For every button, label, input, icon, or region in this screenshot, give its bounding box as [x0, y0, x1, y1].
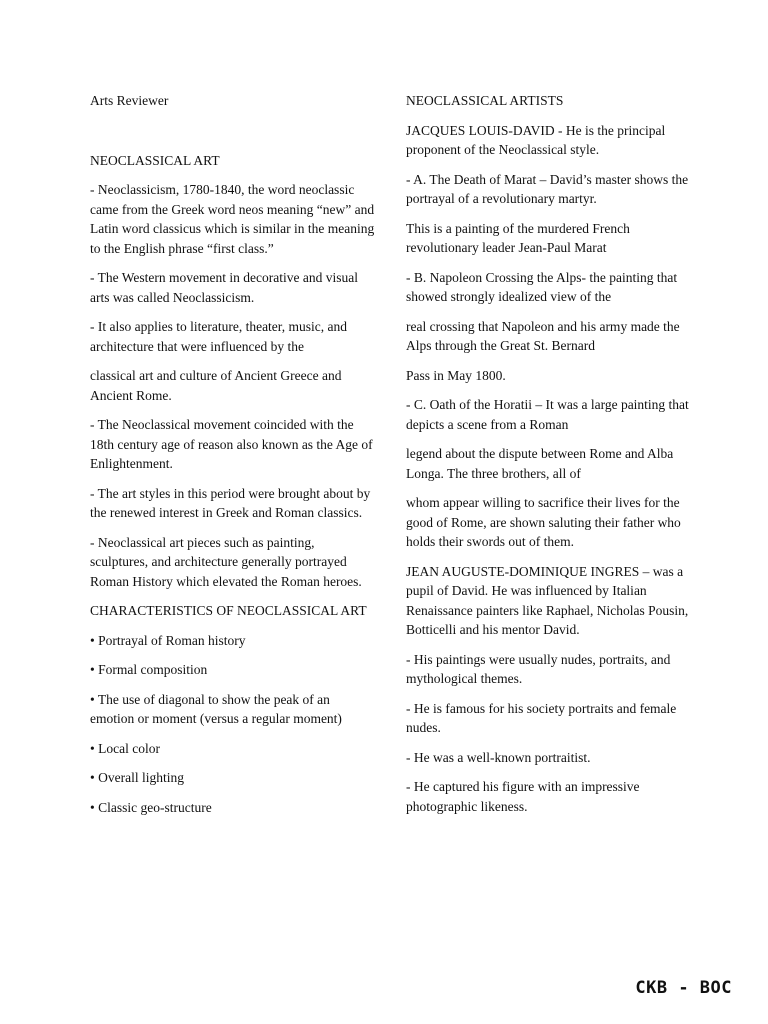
section-heading-neoclassical-art: NEOCLASSICAL ART [90, 152, 220, 168]
left-column [90, 91, 376, 827]
list-item: • Local color [90, 740, 160, 756]
paragraph: This is a painting of the murdered French revolutionary leader Jean-Paul Marat [406, 220, 630, 255]
paragraph: - Neoclassicism, 1780-1840, the word neoclassic came from the Greek word neos meaning “new” and Latin word classicus which is similar in the meaning to the English phrase “first class.” [90, 182, 375, 256]
footer-watermark: CKB - BOC [635, 978, 732, 998]
list-item: • The use of diagonal to show the peak of an emotion or moment (versus a regular moment) [90, 691, 342, 726]
paragraph: legend about the dispute between Rome and Alba Longa. The three brothers, all of [406, 446, 674, 481]
paragraph: - B. Napoleon Crossing the Alps- the painting that showed strongly idealized view of the [406, 269, 678, 304]
paragraph: - He captured his figure with an impressive photographic likeness. [406, 779, 640, 814]
paragraph: real crossing that Napoleon and his army made the Alps through the Great St. Bernard [406, 318, 680, 353]
section-heading-neoclassical-artists: NEOCLASSICAL ARTISTS [406, 93, 564, 108]
section-heading-characteristics: CHARACTERISTICS OF NEOCLASSICAL ART [90, 603, 367, 618]
paragraph: - The Neoclassical movement coincided with the 18th century age of reason also known as the Age of Enlightenment. [90, 417, 373, 471]
paragraph: - Neoclassical art pieces such as painting, sculptures, and architecture generally portrayed Roman History which elevated the Roman heroes. [90, 534, 362, 589]
paragraph: - C. Oath of the Horatii – It was a large painting that depicts a scene from a Roman [406, 397, 689, 432]
list-item: • Classic geo-structure [90, 799, 212, 815]
list-item: • Portrayal of Roman history [90, 632, 246, 648]
paragraph: - He is famous for his society portraits and female nudes. [406, 700, 677, 735]
paragraph: - A. The Death of Marat – David’s master shows the portrayal of a revolutionary martyr. [406, 171, 689, 206]
right-column [406, 91, 696, 826]
document-title: Arts Reviewer [90, 93, 169, 108]
paragraph: - It also applies to literature, theater, music, and architecture that were influenced by the [90, 319, 347, 354]
paragraph: JEAN AUGUSTE-DOMINIQUE INGRES – was a pupil of David. He was influenced by Italian Renaissance painters like Raphael, Nicholas Pousin, Botticelli and his mentor David. [406, 563, 689, 637]
paragraph: classical art and culture of Ancient Greece and Ancient Rome. [90, 368, 342, 403]
paragraph: - The Western movement in decorative and visual arts was called Neoclassicism. [90, 270, 358, 305]
paragraph: - His paintings were usually nudes, portraits, and mythological themes. [406, 651, 671, 686]
paragraph: JACQUES LOUIS-DAVID - He is the principal proponent of the Neoclassical style. [406, 122, 666, 157]
list-item: • Formal composition [90, 662, 208, 677]
paragraph: Pass in May 1800. [406, 367, 506, 383]
paragraph: whom appear willing to sacrifice their lives for the good of Rome, are shown saluting their father who holds their swords out of them. [406, 495, 681, 549]
paragraph: - He was a well-known portraitist. [406, 749, 591, 765]
paragraph: - The art styles in this period were brought about by the renewed interest in Greek and Roman classics. [90, 485, 371, 520]
list-item: • Overall lighting [90, 770, 184, 785]
